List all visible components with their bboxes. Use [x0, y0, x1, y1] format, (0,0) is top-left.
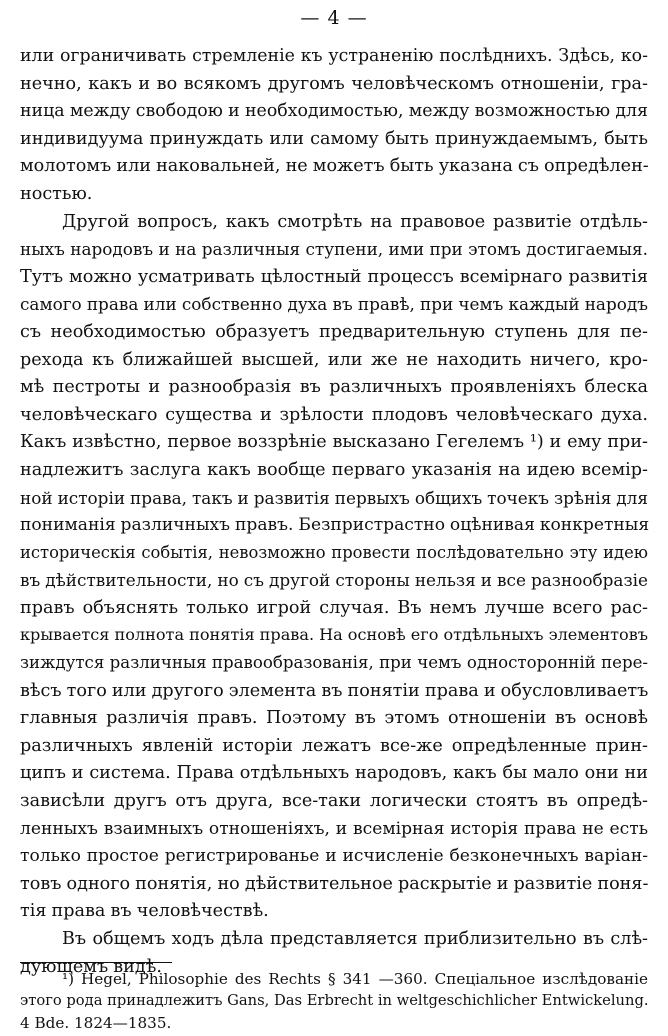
- text-line: тія права въ человѣчествѣ.: [20, 901, 269, 921]
- text-line: индивидуума принуждать или самому быть принуждаемымъ, быть: [20, 129, 648, 149]
- text-line: правъ объяснять только игрой случая. Въ немъ лучше всего рас-: [20, 598, 648, 618]
- text-line: пониманія различныхъ правъ. Безпристрастно оцѣнивая конкретныя: [20, 515, 650, 535]
- text-line: ница между свободою и необходимостью, между возможностью для: [20, 101, 648, 121]
- page-number: — 4 —: [300, 7, 368, 29]
- text-line: зиждутся различныя правообразованія, при чемъ односторонній пере-: [20, 653, 648, 672]
- text-line: ципъ и система. Права отдѣльныхъ народовъ, какъ бы мало они ни: [20, 763, 648, 783]
- text-line: самого права или собственно духа въ правѣ, при чемъ каждый народъ: [20, 294, 648, 314]
- text-line: ныхъ народовъ и на различныя ступени, ими при этомъ достигаемыя.: [20, 239, 648, 259]
- text-line: Другой вопросъ, какъ смотрѣть на правовое развитіе отдѣль-: [62, 212, 648, 232]
- text-line: зависѣли другъ отъ друга, все-таки логически стоятъ въ опредѣ-: [20, 791, 648, 811]
- text-line: дующемъ видѣ.: [20, 957, 162, 977]
- footnote-line: этого рода принадлежитъ Gans, Das Erbrecht in weltgeschichlicher Entwickelung.: [20, 992, 649, 1009]
- text-line: въ дѣйствительности, но съ другой стороны нельзя и все разнообразіе: [20, 570, 648, 590]
- text-line: молотомъ или наковальней, не можетъ быть указана съ опредѣлен-: [20, 156, 649, 176]
- text-line: Какъ извѣстно, первое воззрѣніе высказано Гегелемъ ¹) и ему при-: [20, 432, 648, 452]
- text-line: нечно, какъ и во всякомъ другомъ человѣческомъ отношеніи, гра-: [20, 74, 648, 94]
- text-line: ностью.: [20, 184, 93, 204]
- text-line: или ограничивать стремленіе къ устраненію послѣднихъ. Здѣсь, ко-: [20, 46, 648, 66]
- text-line: различныхъ явленій исторіи лежатъ все-же опредѣленные прин-: [20, 736, 648, 756]
- text-line: главныя различія правъ. Поэтому въ этомъ отношеніи въ основѣ: [20, 708, 648, 728]
- text-line: надлежитъ заслуга какъ вообще перваго указанія на идею всемір-: [20, 460, 648, 480]
- text-line: Въ общемъ ходъ дѣла представляется приблизительно въ слѣ-: [62, 929, 648, 949]
- text-line: ной исторіи права, такъ и развитія первыхъ общихъ точекъ зрѣнія для: [20, 488, 648, 508]
- text-line: мѣ пестроты и разнообразія въ различныхъ проявленіяхъ блеска: [20, 377, 648, 397]
- text-line: человѣческаго существа и зрѣлости плодовъ человѣческаго духа.: [20, 405, 648, 425]
- text-line: съ необходимостью образуетъ предварительную ступень для пе-: [20, 322, 648, 342]
- text-line: Тутъ можно усматривать цѣлостный процессъ всемірнаго развитія: [20, 267, 648, 287]
- text-line: рехода къ ближайшей высшей, или же не находить ничего, кро-: [20, 350, 648, 370]
- text-line: крывается полнота понятія права. На основѣ его отдѣльныхъ элементовъ: [20, 625, 648, 644]
- footnote-line: 4 Bde. 1824—1835.: [20, 1014, 172, 1032]
- text-line: товъ одного понятія, но дѣйствительное раскрытіе и развитіе поня-: [20, 874, 649, 894]
- text-line: ленныхъ взаимныхъ отношеніяхъ, и всемірная исторія права не есть: [20, 819, 648, 839]
- text-line: только простое регистрированье и исчисленіе безконечныхъ варіан-: [20, 846, 648, 866]
- text-line: вѣсъ того или другого элемента въ понятіи права и обусловливаетъ: [20, 681, 649, 701]
- footnote-separator: [20, 962, 172, 963]
- footnote-line: ¹) Hegel, Philosophie des Rechts § 341 —360. Спеціальное изслѣдованіе: [62, 970, 648, 988]
- text-line: историческія событія, невозможно провести послѣдовательно эту идею: [20, 543, 648, 562]
